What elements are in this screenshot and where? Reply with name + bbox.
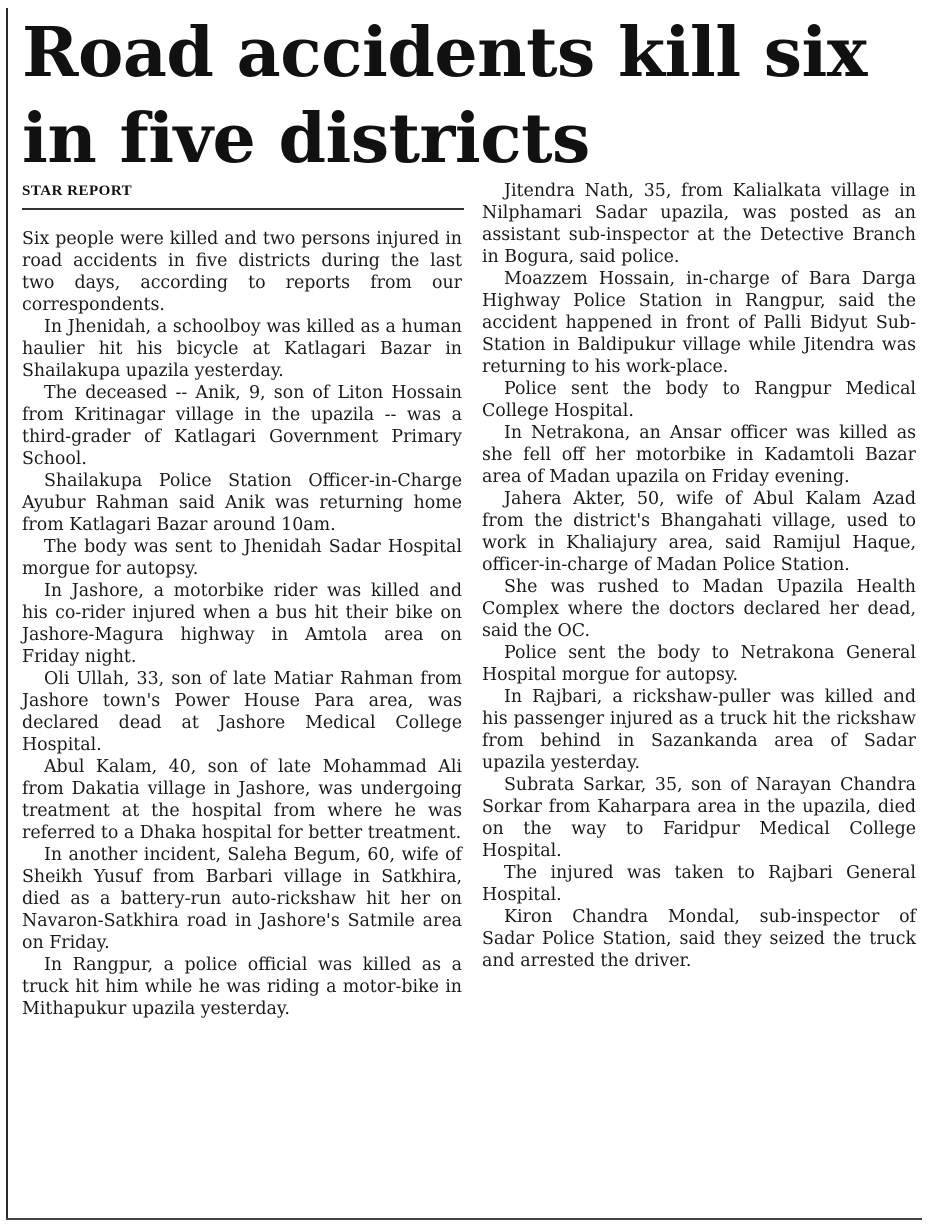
paragraph: In Rangpur, a police official was killed as a truck hit him while he was riding a motor-bike in Mithapukur upazila yesterday. — [22, 955, 462, 1019]
paragraph: In Rajbari, a rickshaw-puller was killed and his passenger injured as a truck hit the rickshaw from behind in Sazankanda area of Sadar upazila yesterday. — [482, 687, 916, 773]
byline: STAR REPORT — [22, 183, 133, 199]
paragraph: Six people were killed and two persons injured in road accidents in five districts during the last two days, according to reports from our correspondents. — [22, 229, 462, 315]
paragraph: Kiron Chandra Mondal, sub-inspector of Sadar Police Station, said they seized the truck and arrested the driver. — [482, 907, 916, 971]
byline-rule — [22, 208, 464, 210]
headline — [22, 10, 902, 182]
paragraph: In Jashore, a motorbike rider was killed and his co-rider injured when a bus hit their bike on Jashore-Magura highway in Amtola area on Friday night. — [22, 581, 462, 667]
paragraph: In Netrakona, an Ansar officer was killed as she fell off her motorbike in Kadamtoli Bazar area of Madan upazila on Friday evening. — [482, 423, 916, 487]
paragraph: She was rushed to Madan Upazila Health Complex where the doctors declared her dead, said the OC. — [482, 577, 916, 641]
paragraph: In another incident, Saleha Begum, 60, wife of Sheikh Yusuf from Barbari village in Satkhira, died as a battery-run auto-rickshaw hit her on Navaron-Satkhira road in Jashore's Satmile area on Friday. — [22, 845, 462, 953]
paragraph: The injured was taken to Rajbari General Hospital. — [482, 863, 916, 905]
paragraph: Moazzem Hossain, in-charge of Bara Darga Highway Police Station in Rangpur, said the accident happened in front of Palli Bidyut Sub-Station in Baldipukur village while Jitendra was returning to his work-place. — [482, 269, 916, 377]
paragraph: Jahera Akter, 50, wife of Abul Kalam Azad from the district's Bhangahati village, used to work in Khaliajury area, said Ramijul Haque, officer-in-charge of Madan Police Station. — [482, 489, 916, 575]
article-column-2 — [482, 180, 916, 972]
headline-line-1: Road accidents kill six — [22, 13, 867, 93]
paragraph: In Jhenidah, a schoolboy was killed as a human haulier hit his bicycle at Katlagari Bazar in Shailakupa upazila yesterday. — [22, 317, 462, 381]
paragraph: Police sent the body to Rangpur Medical College Hospital. — [482, 379, 916, 421]
bottom-rule — [6, 1218, 922, 1220]
paragraph: Subrata Sarkar, 35, son of Narayan Chandra Sorkar from Kaharpara area in the upazila, died on the way to Faridpur Medical College Hospital. — [482, 775, 916, 861]
paragraph: The deceased -- Anik, 9, son of Liton Hossain from Kritinagar village in the upazila -- was a third-grader of Katlagari Government Primary School. — [22, 383, 462, 469]
paragraph: Oli Ullah, 33, son of late Matiar Rahman from Jashore town's Power House Para area, was declared dead at Jashore Medical College Hospital. — [22, 669, 462, 755]
left-column-rule — [6, 8, 8, 1220]
paragraph: Police sent the body to Netrakona General Hospital morgue for autopsy. — [482, 643, 916, 685]
paragraph: The body was sent to Jhenidah Sadar Hospital morgue for autopsy. — [22, 537, 462, 579]
paragraph: Abul Kalam, 40, son of late Mohammad Ali from Dakatia village in Jashore, was undergoing treatment at the hospital from where he was referred to a Dhaka hospital for better treatment. — [22, 757, 462, 843]
paragraph: Jitendra Nath, 35, from Kalialkata village in Nilphamari Sadar upazila, was posted as an assistant sub-inspector at the Detective Branch in Bogura, said police. — [482, 181, 916, 267]
headline-line-2: in five districts — [22, 99, 590, 179]
article-column-1 — [22, 228, 462, 1020]
paragraph: Shailakupa Police Station Officer-in-Charge Ayubur Rahman said Anik was returning home from Katlagari Bazar around 10am. — [22, 471, 462, 535]
